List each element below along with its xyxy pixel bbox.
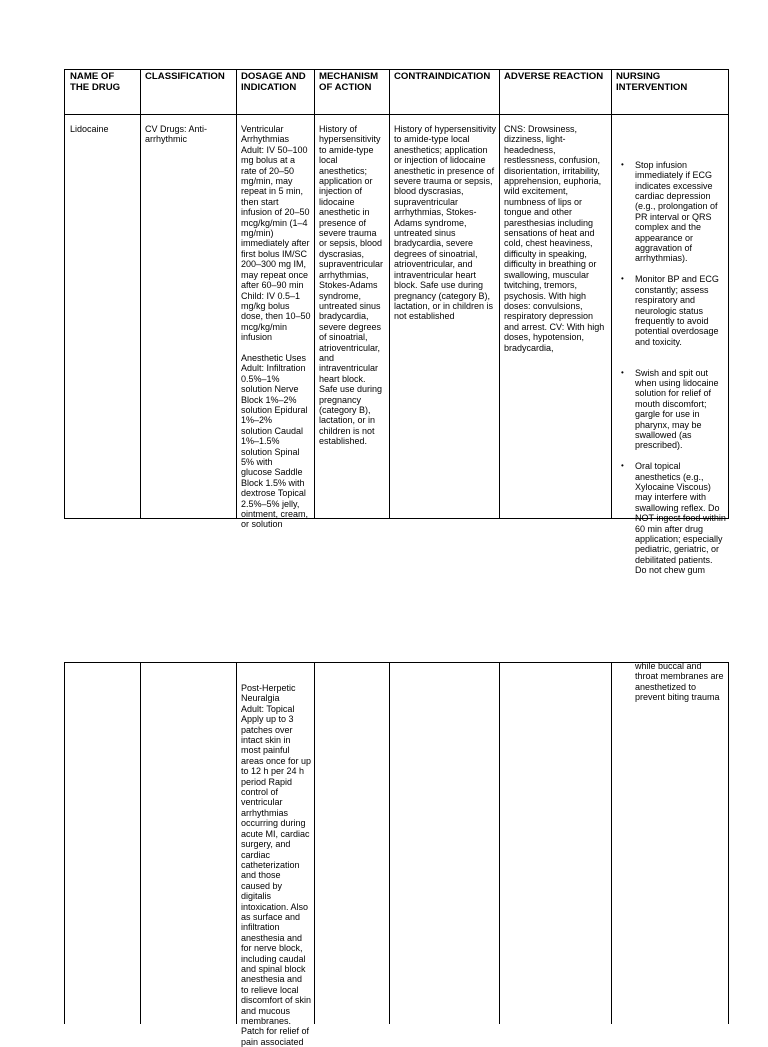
header-divider (65, 114, 728, 115)
header-adverse-reaction: ADVERSE REACTION (504, 71, 604, 82)
header-mechanism: MECHANISM OF ACTION (319, 71, 379, 93)
nursing-bullet-item: • Swish and spit out when using lidocaine solution for relief of mouth discomfort; gargle for use in pharynx, may be swallowed (as prescribed). (621, 367, 719, 451)
bullet-icon: • (621, 274, 624, 284)
column-divider (236, 663, 237, 1024)
column-divider (236, 70, 237, 518)
header-nursing-intervention: NURSING INTERVENTION (616, 71, 688, 93)
column-divider (611, 663, 612, 1024)
adverse-reaction-cell: CNS: Drowsiness, dizziness, light- headedness, restlessness, confusion, disorientation, irritability, apprehension, euphoria, wild excitement, numbness of lips or tongue and other paresthesias including sensations of heat and cold, chest heaviness, difficulty in speaking, difficulty in breathing or swallowing, muscular twitching, tremors, psychosis. With high doses: convulsions, respiratory depression and arrest. CV: With high doses, hypotension, bradycardia, (504, 124, 605, 353)
drug-table-page1 (64, 69, 729, 576)
header-drug-name: NAME OF THE DRUG (70, 71, 121, 93)
nursing-bullet-list (621, 149, 729, 586)
column-divider (611, 70, 612, 518)
column-divider (140, 70, 141, 518)
drug-table-page2 (64, 661, 729, 1047)
column-divider (314, 70, 315, 518)
drug-name-cell: Lidocaine (70, 124, 109, 134)
classification-cell: CV Drugs: Anti- arrhythmic (145, 124, 208, 145)
bullet-icon: • (621, 159, 624, 169)
header-contraindication: CONTRAINDICATION (394, 71, 491, 82)
nursing-bullet-item: • Monitor BP and ECG constantly; assess respiratory and neurologic status frequently to avoid potential overdosage and toxicity. (621, 274, 719, 347)
contraindication-cell: History of hypersensitivity to amide-type local anesthetics; application or injection of lidocaine anesthetic in presence of severe trauma or sepsis, blood dyscrasias, supraventricular arrhythmias, Stokes- Adams syndrome, untreated sinus bradycardia, severe degrees of sinoatrial, atrioventricular, and intraventricular heart block. Safe use during pregnancy (category B), lactation, or in children is not established (394, 124, 497, 322)
mechanism-cell: History of hypersensitivity to amide-type local anesthetics; application or injection of lidocaine anesthetic in presence of severe trauma or sepsis, blood dyscrasias, supraventricular arrhythmias, Stokes-Adams syndrome, untreated sinus bradycardia, severe degrees of sinoatrial, atrioventricular, and intraventricular heart block. Safe use during pregnancy (category B), lactation, or in children is not established. (319, 124, 384, 447)
nursing-bullet-item: • Stop infusion immediately if ECG indicates excessive cardiac depression (e.g., prolongation of PR interval or QRS complex and the appearance or aggravation of arrhythmias). (621, 159, 718, 264)
dosage-cell: Ventricular Arrhythmias Adult: IV 50–100 mg bolus at a rate of 20–50 mg/min, may repeat in 5 min, then start infusion of 20–50 mcg/kg/min (1–4 mg/min) immediately after first bolus IM/SC 200–300 mg IM, may repeat once after 60–90 min Child: IV 0.5–1 mg/kg bolus dose, then 10–50 mcg/kg/min infusion Anesthetic Uses Adult: Infiltration 0.5%–1% solution Nerve Block 1%–2% solution Epidural 1%–2% solution Caudal 1%–1.5% solution Spinal 5% with glucose Saddle Block 1.5% with dextrose Topical 2.5%–5% jelly, ointment, cream, or solution (241, 124, 311, 530)
column-divider (140, 663, 141, 1024)
bullet-icon: • (621, 367, 624, 377)
header-classification: CLASSIFICATION (145, 71, 225, 82)
column-divider (499, 663, 500, 1024)
dosage-continued-cell: Post-Herpetic Neuralgia Adult: Topical Apply up to 3 patches over intact skin in most painful areas once for up to 12 h per 24 h period Rapid control of ventricular arrhythmias occurring during acute MI, cardiac surgery, and cardiac catheterization and those caused by digitalis intoxication. Also as surface and infiltration anesthesia and for nerve block, including caudal and spinal block anesthesia and to relieve local discomfort of skin and mucous membranes. Patch for relief of pain associated (241, 683, 312, 1047)
nursing-bullet-item: • Oral topical anesthetics (e.g., Xylocaine Viscous) may interfere with swallowing reflex. Do NOT ingest food within 60 min after drug application; especially pediatric, geriatric, or debilitated patients. Do not chew gum (621, 461, 726, 576)
column-divider (389, 70, 390, 518)
bullet-icon: • (621, 461, 624, 471)
header-dosage: DOSAGE AND INDICATION (241, 71, 306, 93)
column-divider (499, 70, 500, 518)
column-divider (389, 663, 390, 1024)
nursing-intervention-cell (621, 139, 729, 596)
nursing-continued-cell: while buccal and throat membranes are anesthetized to prevent biting trauma (635, 661, 724, 703)
